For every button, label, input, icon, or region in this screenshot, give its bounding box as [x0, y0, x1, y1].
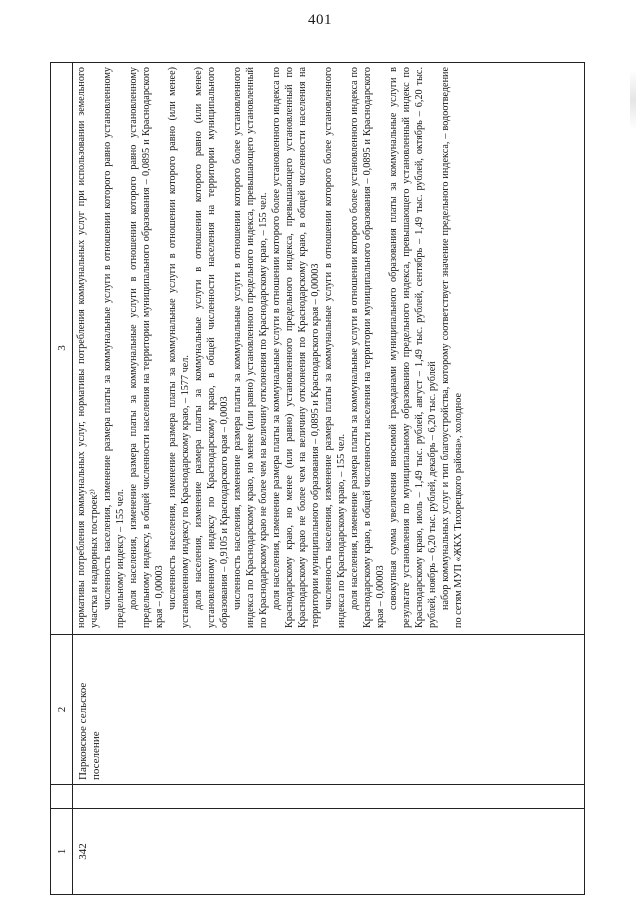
paragraph-count-equal: численность населения, изменение размера платы за коммунальные услуги в отношении которого равно установленному предельному индексу – 155 чел.: [102, 67, 126, 628]
paragraph-payment-increase: совокупная сумма увеличения вносимой гражданами муниципального образования платы за коммунальные услуги в результате установления по муниципальному образованию предельного индекса, превышающего установленный индекс по Краснодарскому краю, июль – 1,49 тыс. рублей, август – 1,49 тыс. рублей, сентябрь – 1,49 тыс. рублей, октябрь – 6,20 тыс. рублей, ноябрь – 6,20 тыс. рублей, декабрь – 6,20 тыс. рублей: [388, 67, 438, 628]
header-col-gap: [51, 784, 73, 808]
rotated-table-container: [50, 62, 585, 895]
table-viewport: [50, 62, 585, 895]
paragraph-service-set: набор коммунальных услуг и тип благоустройства, которому соответствует значение предельного индекса, – водоотведение по сетям МУП «ЖКХ Тихорецкого района», холодное: [440, 67, 464, 628]
municipality-name: Парковское сельское поселение: [73, 634, 584, 784]
header-col-3: 3: [51, 62, 73, 634]
paragraph-share-below: доля населения, изменение размера платы за коммунальные услуги в отношении которого равно (или менее) установленному индексу по Краснодарскому краю, в общей численности населения на территории муниципального образования – 0,9105 и Краснодарского края – 0,0003: [193, 67, 230, 628]
paragraph-count-below: численность населения, изменение размера платы за коммунальные услуги в отношении которого равно (или менее) установленному индексу по Краснодарскому краю, – 1577 чел.: [167, 67, 191, 628]
paragraph-count-above: численность населения, изменение размера платы за коммунальные услуги в отношении которого более установленного индекса по Краснодарскому краю, – 155 чел.: [323, 67, 347, 628]
page-number: 401: [308, 12, 332, 28]
paragraph-count-between: численность населения, изменение размера платы за коммунальные услуги в отношении которого более установленного индекса по Краснодарскому краю, но менее (или равно) установленного предельного индекса, превышающего установленный по Краснодарскому краю не более чем на величину отклонения по Краснодарскому краю, – 155 чел.: [232, 67, 269, 628]
row-number: 342: [73, 808, 584, 894]
header-col-1: 1: [51, 808, 73, 894]
paragraph-norms: нормативы потребления коммунальных услуг, нормативы потребления коммунальных услуг при использовании земельного участка и надворных построек²⁾: [76, 67, 100, 628]
paragraph-share-equal: доля населения, изменение размера платы за коммунальные услуги в отношении которого равно установленному предельному индексу, в общей численности населения на территории муниципального образования – 0,0895 и Краснодарского края – 0,00003: [128, 67, 165, 628]
indicators-cell: [73, 62, 584, 634]
paragraph-share-above: доля населения, изменение размера платы за коммунальные услуги в отношении которого более установленного индекса по Краснодарскому краю, в общей численности населения на территории муниципального образования – 0,0895 и Краснодарского края – 0,00003: [349, 67, 386, 628]
municipal-data-table: [50, 62, 585, 895]
paragraph-share-between: доля населения, изменение размера платы за коммунальные услуги в отношении которого более установленного индекса по Краснодарскому краю, но менее (или равно) установленного предельного индекса, превышающего установленный по Краснодарскому краю не более чем на величину отклонения по Краснодарскому краю, в общей численности населения на территории муниципального образования – 0,0895 и Краснодарского края – 0,00003: [271, 67, 321, 628]
scan-edge-artifact: [630, 70, 636, 130]
header-col-2: 2: [51, 634, 73, 784]
row-gap-cell: [73, 784, 584, 808]
